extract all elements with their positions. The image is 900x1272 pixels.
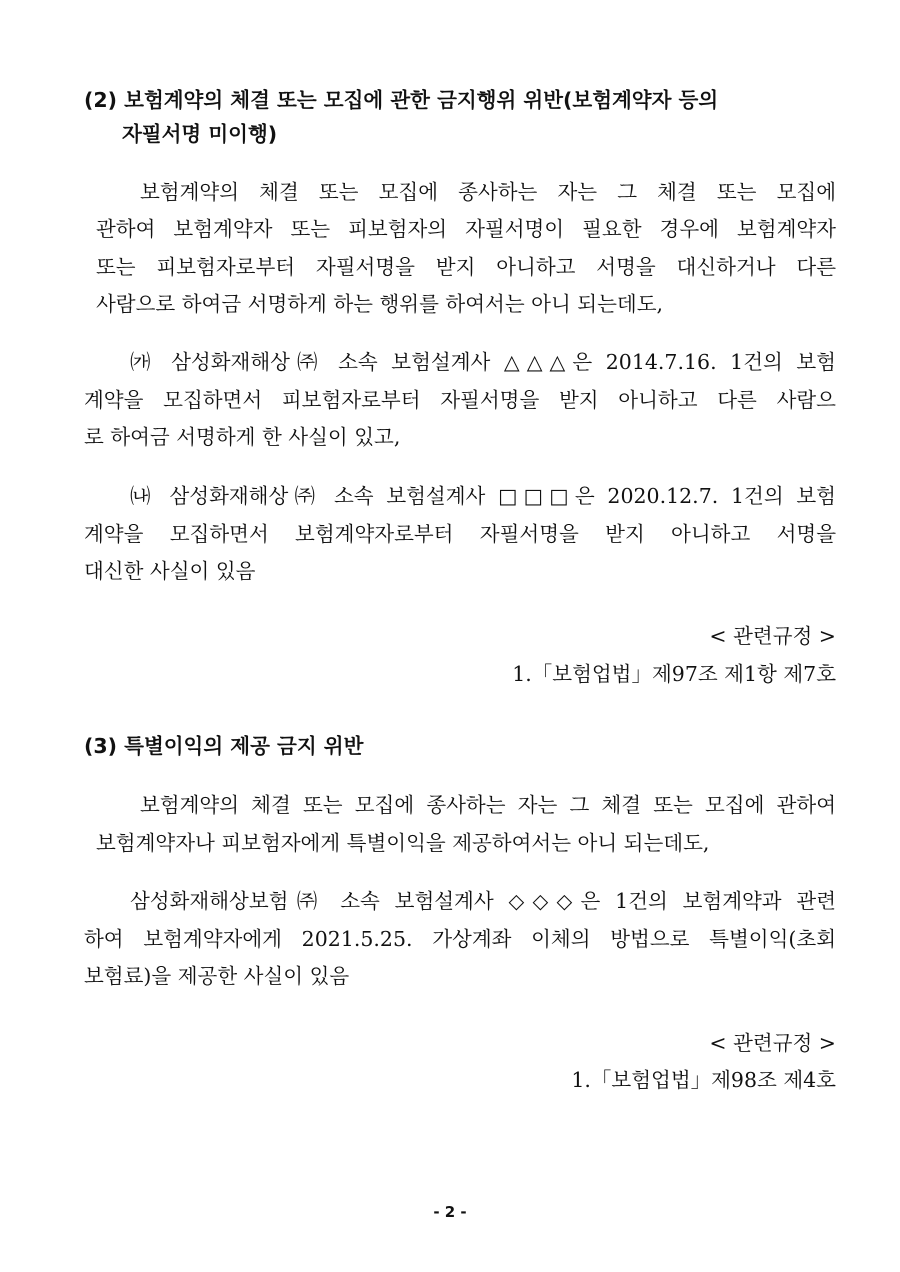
section2-intro-line4: 사람으로 하여금 서명하게 하는 행위를 하여서는 아니 되는데도, (96, 292, 664, 316)
section3-regulation-title: < 관련규정 > (709, 1031, 836, 1055)
item-na-line1: ㈏ 삼성화재해상㈜ 소속 보험설계사 □□□은 2020.12.7. 1건의 보험 (130, 484, 836, 508)
section2-heading-line2: 자필서명 미이행) (122, 122, 278, 146)
section2-intro-line2: 관하여 보험계약자 또는 피보험자의 자필서명이 필요한 경우에 보험계약자 (96, 217, 836, 241)
item-ga-line3: 로 하여금 서명하게 한 사실이 있고, (84, 425, 401, 449)
section3-intro-line1: 보험계약의 체결 또는 모집에 종사하는 자는 그 체결 또는 모집에 관하여 (140, 793, 836, 817)
section3-item-line1: 삼성화재해상보험㈜ 소속 보험설계사 ◇◇◇은 1건의 보험계약과 관련 (130, 889, 836, 913)
section3-regulation-item: 1.「보험업법」제98조 제4호 (571, 1068, 836, 1092)
section2-heading-line1: (2) 보험계약의 체결 또는 모집에 관한 금지행위 위반(보험계약자 등의 (84, 88, 719, 112)
section3-item-line3: 보험료)을 제공한 사실이 있음 (84, 964, 350, 988)
page-number: - 2 - (433, 1203, 467, 1221)
item-na-line3: 대신한 사실이 있음 (84, 559, 256, 583)
item-ga-line1: ㈎ 삼성화재해상㈜ 소속 보험설계사 △△△은 2014.7.16. 1건의 보험 (130, 350, 836, 374)
item-ga-line2: 계약을 모집하면서 피보험자로부터 자필서명을 받지 아니하고 다른 사람으 (84, 388, 836, 412)
section2-intro-line1: 보험계약의 체결 또는 모집에 종사하는 자는 그 체결 또는 모집에 (140, 180, 836, 204)
section2-regulation-item: 1.「보험업법」제97조 제1항 제7호 (512, 662, 836, 686)
section2-intro-line3: 또는 피보험자로부터 자필서명을 받지 아니하고 서명을 대신하거나 다른 (96, 255, 836, 279)
section3-heading: (3) 특별이익의 제공 금지 위반 (84, 734, 364, 758)
section3-intro-line2: 보험계약자나 피보험자에게 특별이익을 제공하여서는 아니 되는데도, (96, 831, 710, 855)
section3-item-line2: 하여 보험계약자에게 2021.5.25. 가상계좌 이체의 방법으로 특별이익(초회 (84, 927, 836, 951)
item-na-line2: 계약을 모집하면서 보험계약자로부터 자필서명을 받지 아니하고 서명을 (84, 522, 836, 546)
section2-regulation-title: < 관련규정 > (709, 624, 836, 648)
